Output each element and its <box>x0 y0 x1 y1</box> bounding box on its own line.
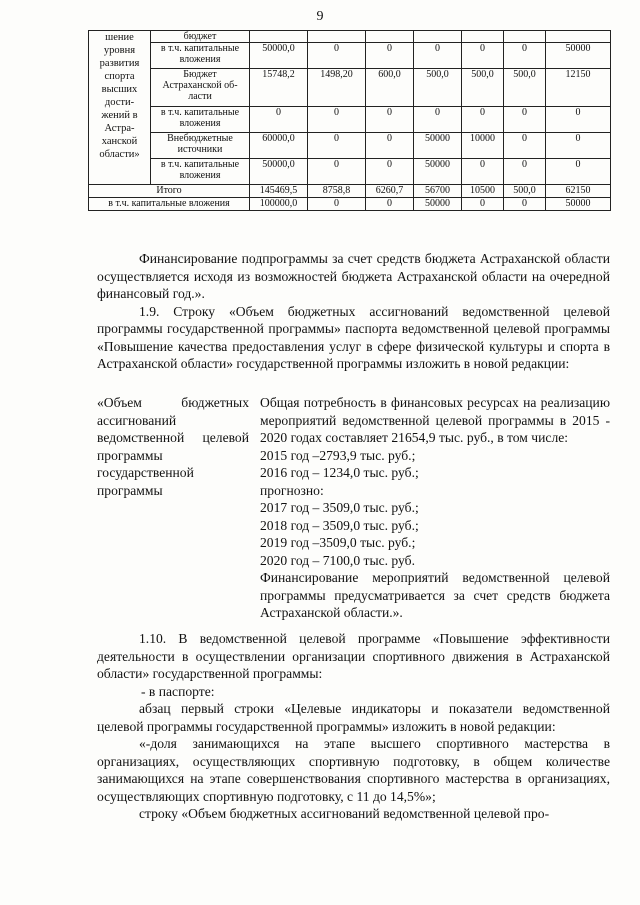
table-cell: 0 <box>546 159 611 185</box>
table-cell: 0 <box>504 198 546 211</box>
table-cell: 10000 <box>462 133 504 159</box>
subprogram-label-line: высших <box>101 84 138 95</box>
table-cell: 0 <box>462 198 504 211</box>
table-cell: 500,0 <box>414 69 462 107</box>
table-cell: 0 <box>308 159 366 185</box>
table-cell: 0 <box>546 133 611 159</box>
table-cell: 50000,0 <box>250 159 308 185</box>
subprogram-label-line: Астра- <box>104 123 135 134</box>
table-cell: 100000,0 <box>250 198 308 211</box>
table-cell: 0 <box>546 107 611 133</box>
subprogram-label-line: уровня <box>103 45 136 56</box>
table-cell: 56700 <box>414 185 462 198</box>
in-passport-line: - в паспорте: <box>141 683 215 699</box>
row-label: в т.ч. капитальные вложения <box>151 159 250 185</box>
year-line: 2016 год – 1234,0 тыс. руб.; <box>260 465 419 480</box>
table-cell: 8758,8 <box>308 185 366 198</box>
table-cell <box>546 31 611 43</box>
table-cell: 500,0 <box>504 185 546 198</box>
total-row <box>89 185 611 198</box>
table-cell: 60000,0 <box>250 133 308 159</box>
row-label: Итого <box>89 185 250 198</box>
row-label: Бюджет Астраханской об-ласти <box>151 69 250 107</box>
table-cell: 0 <box>414 107 462 133</box>
table-cell: 0 <box>462 107 504 133</box>
subprogram-label-line: жений в <box>101 110 138 121</box>
passport-row <box>97 394 610 622</box>
para-1-10: 1.10. В ведомственной целевой программе «Повышение эффективности деятельности в осуществлении организации спортивного движения в Астраханской области» государственной программы: <box>97 631 610 681</box>
table-cell: 0 <box>308 43 366 69</box>
table-cell: 0 <box>308 107 366 133</box>
table-cell: 0 <box>366 133 414 159</box>
table-row <box>89 43 611 69</box>
table-cell: 500,0 <box>504 69 546 107</box>
page-number: 9 <box>316 9 324 24</box>
table-cell: 50000 <box>414 159 462 185</box>
table-row <box>89 159 611 185</box>
subprogram-label-line: области» <box>99 149 140 160</box>
table-cell <box>250 31 308 43</box>
table-cell: 50000 <box>414 133 462 159</box>
passport-left-cell: «Объем бюджетных ассигнований ведомственной целевой программы государственной программы <box>97 395 249 498</box>
year-line: 2018 год – 3509,0 тыс. руб.; <box>260 517 419 533</box>
row-label: Внебюджетные источники <box>151 133 250 159</box>
table-cell: 62150 <box>546 185 611 198</box>
table-cell: 145469,5 <box>250 185 308 198</box>
table-row <box>89 107 611 133</box>
table-cell: 0 <box>462 43 504 69</box>
table-cell: 0 <box>414 43 462 69</box>
table-cell: 0 <box>250 107 308 133</box>
para-share: «-доля занимающихся на этапе высшего спортивного мастерства в организациях, осуществляющих спортивную подготовку, в общем количестве занимающихся на этапе совершенствования спортивного мастерства в организациях, осуществляющих спортивную подготовку, с 11 до 14,5%»; <box>97 736 610 804</box>
table-cell: 500,0 <box>462 69 504 107</box>
subprogram-label-cell <box>89 31 151 185</box>
table-cell: 0 <box>504 43 546 69</box>
table-cell: 10500 <box>462 185 504 198</box>
table-cell <box>462 31 504 43</box>
year-line: 2017 год – 3509,0 тыс. руб.; <box>260 500 419 515</box>
table-cell: 0 <box>504 107 546 133</box>
section-1-10-block <box>97 630 610 823</box>
para-indicators: абзац первый строки «Целевые индикаторы и показатели ведомственной целевой программы государственной программы» изложить в новой редакции: <box>97 701 610 734</box>
financing-table <box>88 30 611 211</box>
subprogram-label-line: спорта <box>104 71 135 82</box>
subprogram-label-line: развития <box>99 58 140 69</box>
year-line: 2020 год – 7100,0 тыс. руб. <box>260 552 415 568</box>
table-cell <box>504 31 546 43</box>
para-financing: Финансирование подпрограммы за счет средств бюджета Астраханской области осуществляется исходя из возможностей бюджета Астраханской области на очередной финансовый год.». <box>97 251 610 301</box>
total-capital-row <box>89 198 611 211</box>
subprogram-label-line: шение <box>105 32 134 43</box>
table-row <box>89 69 611 107</box>
financing-paragraph-block <box>97 250 610 373</box>
row-label: бюджет <box>151 31 250 43</box>
table-cell: 1498,20 <box>308 69 366 107</box>
table-cell: 0 <box>308 133 366 159</box>
table-cell <box>308 31 366 43</box>
row-label: в т.ч. капитальные вложения <box>151 43 250 69</box>
table-cell: 15748,2 <box>250 69 308 107</box>
passport-right-cell <box>260 394 610 622</box>
table-cell: 6260,7 <box>366 185 414 198</box>
table-cell: 12150 <box>546 69 611 107</box>
table-cell: 0 <box>462 159 504 185</box>
table-cell: 50000 <box>546 43 611 69</box>
table-cell: 0 <box>366 159 414 185</box>
para-last: строку «Объем бюджетных ассигнований ведомственной целевой про- <box>139 806 550 821</box>
table-cell: 0 <box>504 159 546 185</box>
table-cell: 50000 <box>546 198 611 211</box>
table-row <box>89 133 611 159</box>
table-cell: 600,0 <box>366 69 414 107</box>
table-cell: 50000,0 <box>250 43 308 69</box>
table-cell <box>366 31 414 43</box>
year-line: 2015 год –2793,9 тыс. руб.; <box>260 447 416 463</box>
subprogram-label-line: дости- <box>104 97 135 108</box>
passport-intro: Общая потребность в финансовых ресурсах на реализацию мероприятий ведомственной целевой программы в 2015 - 2020 годах составляет 21654,9 тыс. руб., в том числе: <box>260 395 610 445</box>
year-line: прогнозно: <box>260 482 324 498</box>
table-cell: 0 <box>308 198 366 211</box>
table-cell: 50000 <box>414 198 462 211</box>
para-1-9: 1.9. Строку «Объем бюджетных ассигнований ведомственной целевой программы государственной программы» паспорта ведомственной целевой программы «Повышение качества предоставления услуг в сфере физической культуры и спорта в Астраханской области» государственной программы изложить в новой редакции: <box>97 303 610 371</box>
subprogram-label-line: ханской <box>101 136 138 147</box>
table-cell: 0 <box>366 43 414 69</box>
table-cell: 0 <box>504 133 546 159</box>
row-label: в т.ч. капитальные вложения <box>151 107 250 133</box>
year-line: 2019 год –3509,0 тыс. руб.; <box>260 535 416 550</box>
passport-end: Финансирование мероприятий ведомственной целевой программы предусматривается за счет средств бюджета Астраханской области.». <box>260 570 610 620</box>
row-label: в т.ч. капитальные вложения <box>89 198 250 211</box>
table-row <box>89 31 611 43</box>
table-cell <box>414 31 462 43</box>
table-cell: 0 <box>366 107 414 133</box>
table-cell: 0 <box>366 198 414 211</box>
